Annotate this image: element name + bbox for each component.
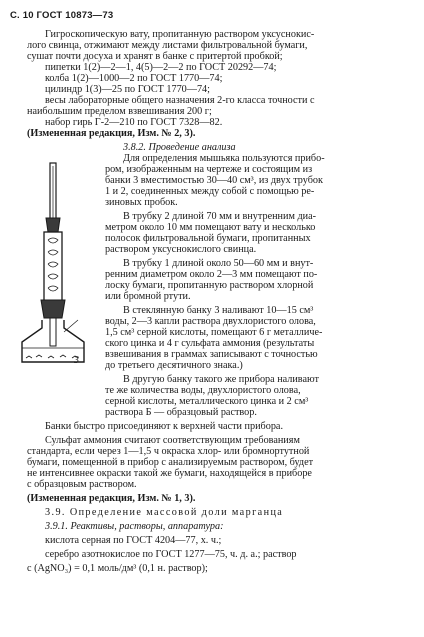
section-heading: 3.8.2. Проведение анализа (123, 142, 236, 153)
text-line: Гигроскопическую вату, пропитанную раствором уксуснокис- (45, 29, 315, 40)
text-line: В трубку 1 длиной около 50—60 мм и внут- (123, 258, 314, 269)
text-line: В стеклянную банку 3 наливают 10—15 см³ (123, 305, 314, 316)
text-line: стандарта, если через 1—1,5 ч окраска хлор- или бромнортутной (27, 446, 310, 457)
apparatus-drawing (8, 160, 100, 365)
text-line: серебро азотнокислое по ГОСТ 1277—75, ч. д. а.; раствор (45, 549, 297, 560)
text-line: ского цинка и 4 г сульфата аммония (результаты (105, 338, 315, 349)
text-line: те же количества воды, двухлористого олова, (105, 385, 301, 396)
text-line: серной кислоты, металлического цинка и 2 см³ (105, 396, 309, 407)
text-line: Для определения мышьяка пользуются прибо- (123, 153, 325, 164)
text-line: 1,5 см³ серной кислоты, помещают 6 г металличе- (105, 327, 323, 338)
text-line: Сульфат аммония считают соответствующим требованиям (45, 435, 300, 446)
text-line: весы лабораторные общего назначения 2-го класса точности с (45, 95, 315, 106)
text-line: кислота серная по ГОСТ 4204—77, х. ч.; (45, 535, 222, 546)
figure-label: 3 (74, 355, 79, 366)
text-line: ром, изображенным на чертеже и состоящим из (105, 164, 313, 175)
text-line: c (AgNO₃) = 0,1 моль/дм³ (0,1 н. раствор); (27, 563, 208, 574)
text-line: В трубку 2 длиной 70 мм и внутренним диа- (123, 211, 316, 222)
text-line: ренним диаметром около 2—3 мм помещают по- (105, 269, 318, 280)
text-line: до третьего десятичного знака.) (105, 360, 243, 371)
text-line: лоску бумаги, пропитанную раствором хлорной (105, 280, 314, 291)
page-header: С. 10 ГОСТ 10873—73 (10, 10, 114, 21)
text-line: В другую банку такого же прибора наливают (123, 374, 319, 385)
text-line: полосок фильтровальной бумаги, пропитанных (105, 233, 311, 244)
text-line: колба 1(2)—1000—2 по ГОСТ 1770—74; (45, 73, 223, 84)
text-line: цилиндр 1(3)—25 по ГОСТ 1770—74; (45, 84, 210, 95)
text-line: взвешивания в граммах записывают с точностью (105, 349, 318, 360)
amendment-note: (Измененная редакция, Изм. № 1, 3). (27, 493, 196, 504)
text-line: бумаги, помещенной в прибор с анализируемым раствором, будет (27, 457, 314, 468)
text-line: метром около 10 мм помещают вату и несколько (105, 222, 316, 233)
text-line: Банки быстро присоединяют к верхней части прибора. (45, 421, 283, 432)
text-line: 1 и 2, соединенных между собой с помощью ре- (105, 186, 315, 197)
text-line: банки 3 вместимостью 30—40 см³, из двух трубок (105, 175, 323, 186)
text-line: воды, 2—3 капли раствора двухлористого олова, (105, 316, 316, 327)
text-line: или бромной ртути. (105, 291, 191, 302)
text-line: не интенсивнее окраски такой же бумаги, находящейся в приборе (27, 468, 312, 479)
text-line: пипетки 1(2)—2—1, 4(5)—2—2 по ГОСТ 20292—74; (45, 62, 277, 73)
text-line: наибольшим пределом взвешивания 200 г; (27, 106, 212, 117)
text-line: раствора Б — образцовый раствор. (105, 407, 257, 418)
text-line: набор гирь Г-2—210 по ГОСТ 7328—82. (45, 117, 223, 128)
text-line: лого свинца, отжимают между листами фильтровальной бумаги, (27, 40, 308, 51)
text-line: с образцовым раствором. (27, 479, 137, 490)
text-line: зиновых пробок. (105, 197, 178, 208)
text-line: сушат почти досуха и хранят в банке с притертой пробкой; (27, 51, 283, 62)
amendment-note: (Измененная редакция, Изм. № 2, 3). (27, 128, 196, 139)
text-line: раствором уксуснокислого свинца. (105, 244, 257, 255)
subsection-heading: 3.9.1. Реактивы, растворы, аппаратура: (45, 521, 224, 532)
section-heading: 3.9. Определение массовой доли марганца (45, 507, 284, 518)
